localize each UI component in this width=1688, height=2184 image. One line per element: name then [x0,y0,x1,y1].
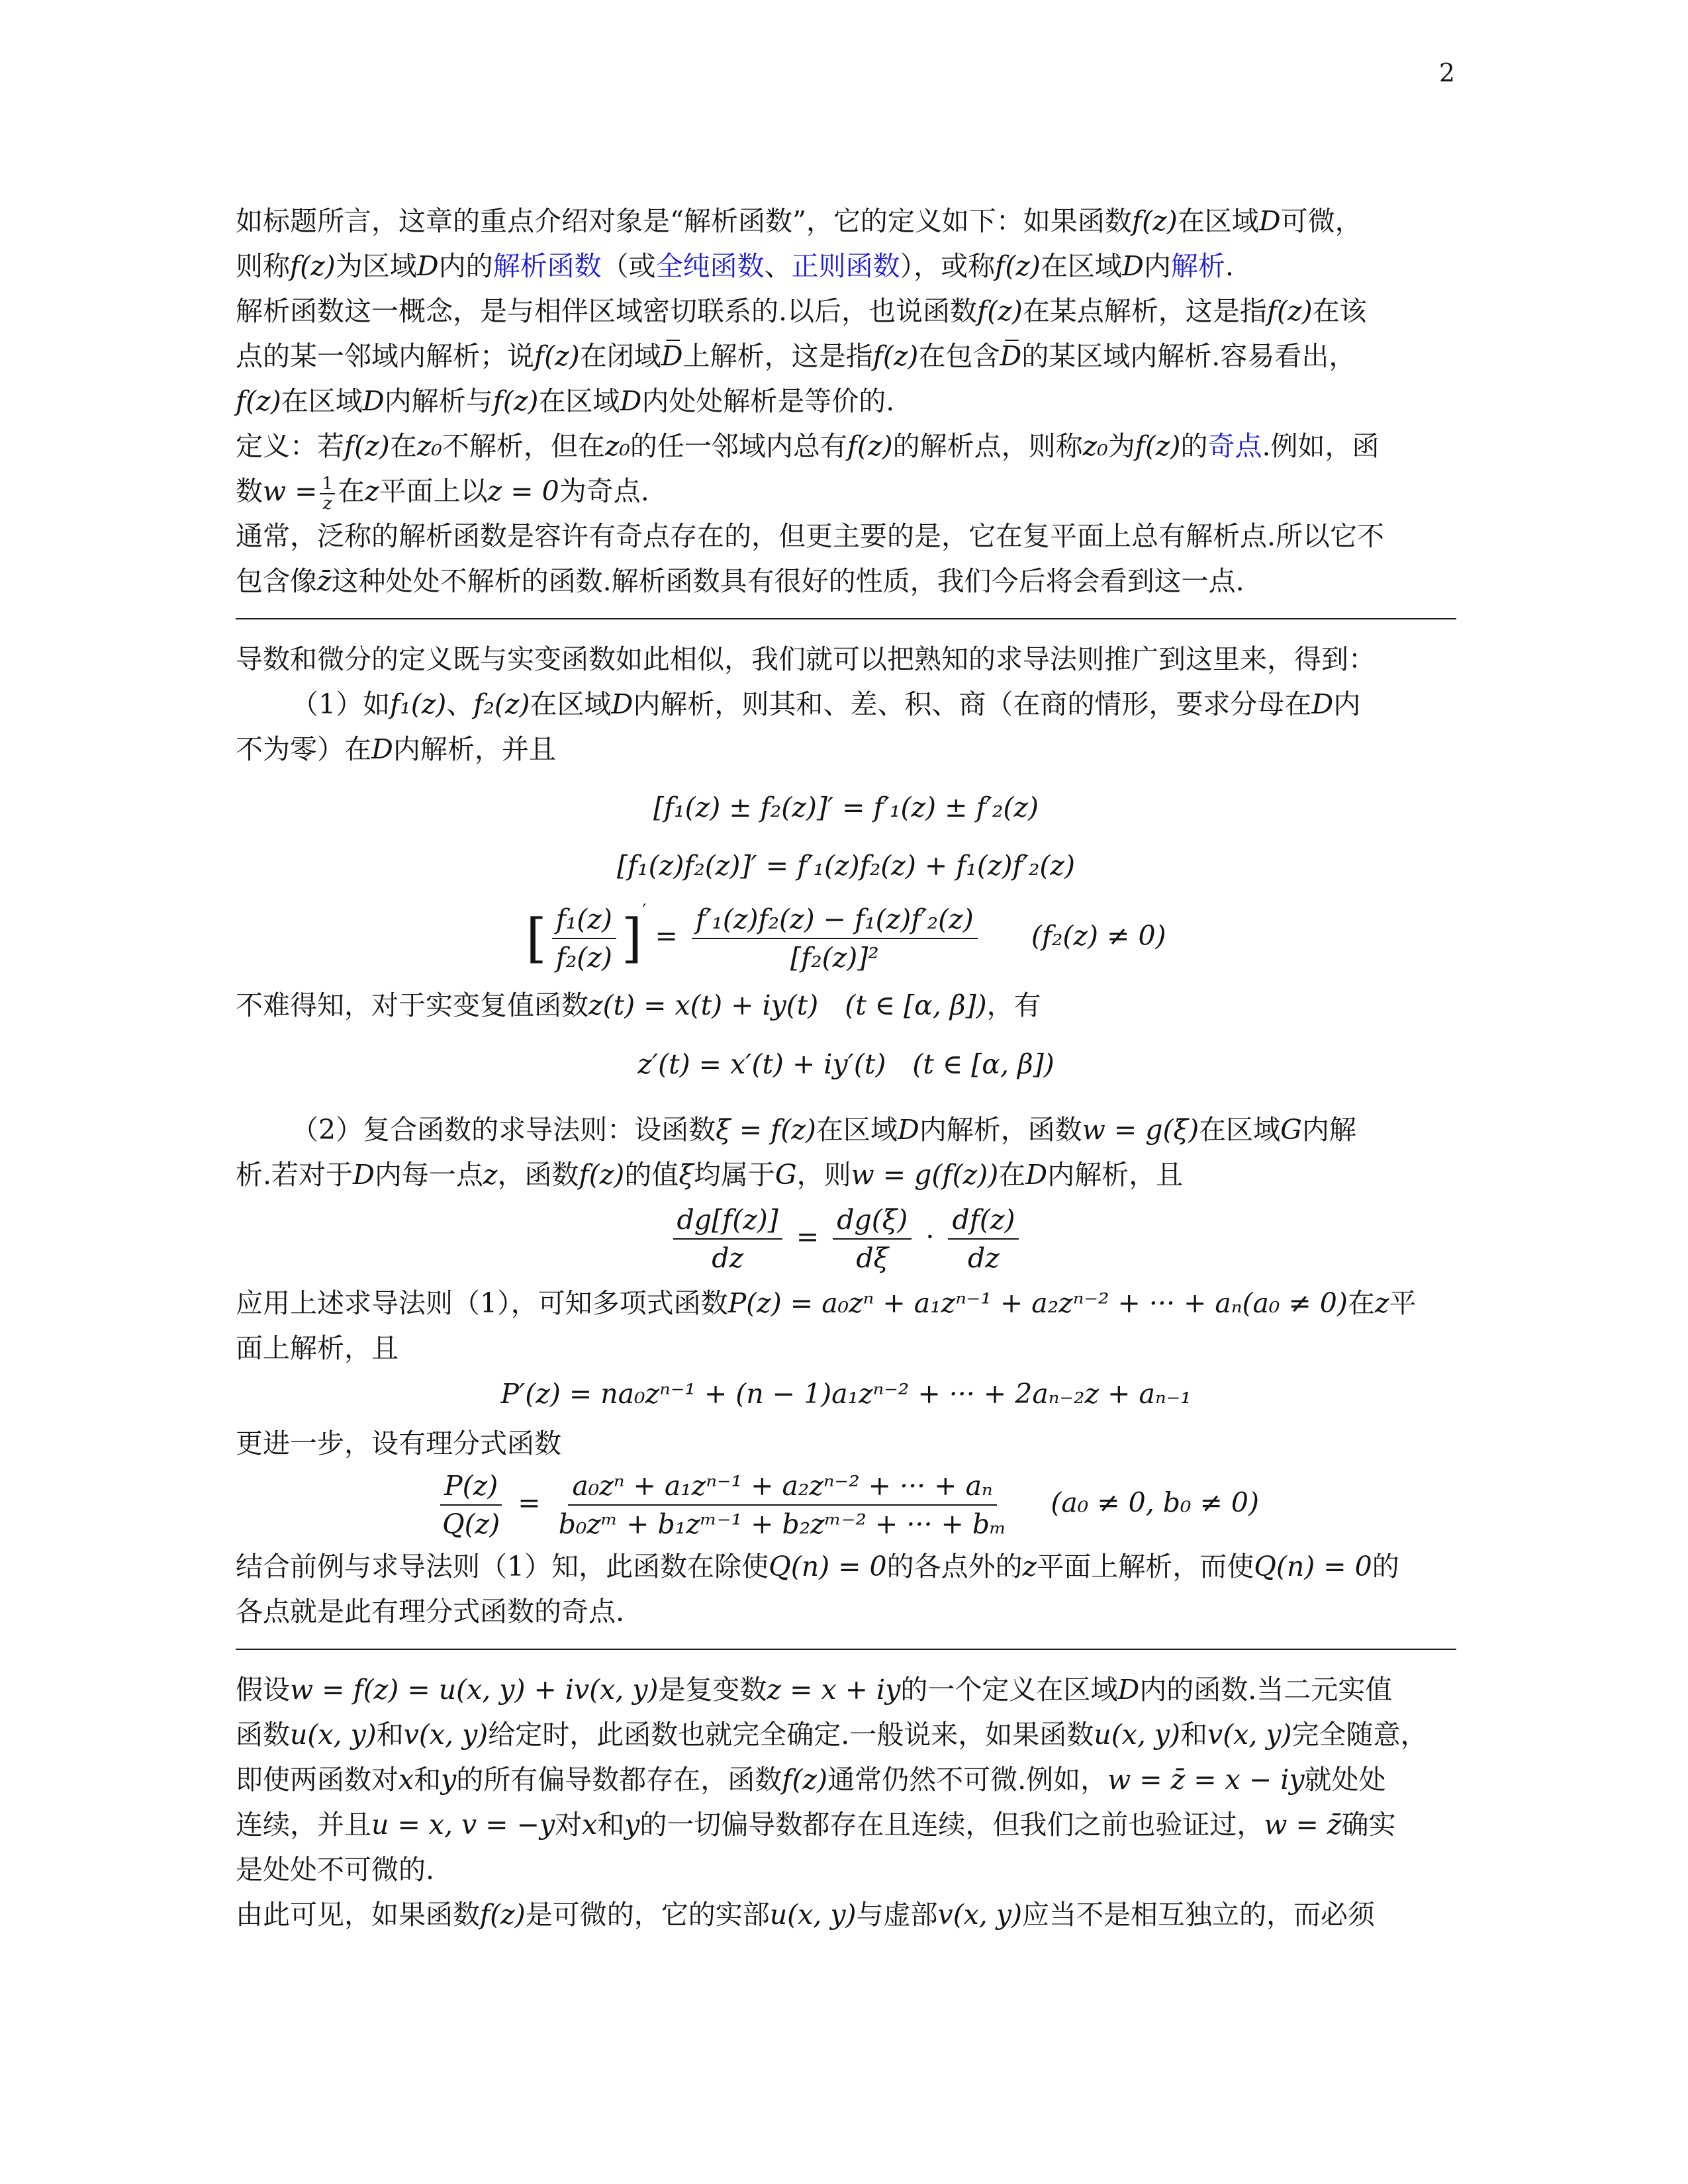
text: 不难得知，对于实变复值函数 [236,989,588,1021]
text: 的各点外的 [886,1550,1023,1582]
math: (t ∈ [α, β]) [845,989,987,1021]
math: D [620,385,642,417]
math: z = x + iy [767,1673,901,1706]
text: 内 [1333,688,1361,720]
cdot: · [925,1220,935,1252]
text: 这种处处不解析的函数.解析函数具有很好的性质，我们今后将会看到这一点. [331,565,1244,597]
text: 即使两函数对 [236,1763,399,1796]
math: z [1374,1287,1389,1319]
math: z [1022,1550,1037,1582]
text: 在区域 [1040,250,1122,282]
text: ，函数 [497,1158,579,1191]
text: 析.若对于 [236,1158,353,1191]
text: 定义：若 [236,430,344,462]
keyword-link-singularity[interactable]: 奇点 [1207,430,1262,462]
math: D̅ [1000,340,1022,372]
math: D [416,250,439,282]
text: 的 [1372,1550,1399,1582]
paragraph [236,469,1456,514]
text: 为 [1107,430,1135,462]
fraction-denominator: dz [968,1242,1000,1274]
fraction-numerator: dg(ξ) [833,1204,912,1240]
text: 的一切偏导数都存在且连续，但我们之前也验证过， [639,1808,1264,1841]
math: u(x, y) [769,1898,857,1931]
math: D [897,1113,919,1146]
paragraph [236,1421,1456,1466]
text: 的所有偏导数都存在，函数 [456,1763,782,1796]
condition: (t ∈ [α, β]) [912,1048,1055,1080]
text: 是复变数 [658,1673,767,1706]
math: f(z) [782,1763,828,1796]
math: f(z) [534,340,580,372]
math: D [362,385,385,417]
equation: [f₁(z) ± f₂(z)]′ = f′₁(z) ± f′₂(z) [653,792,1039,823]
math: w = [263,475,318,507]
keyword-link-regular-function[interactable]: 正则函数 [791,250,900,282]
text: 内的函数.当二元实值 [1139,1673,1393,1706]
text: 连续，并且 [236,1808,371,1841]
paragraph [236,334,1456,379]
text: 、 [764,250,792,282]
math: f(z) [977,295,1023,327]
text: 在区域 [1177,205,1259,237]
math: f(z) [344,430,390,462]
text: 可微， [1280,205,1362,237]
text: 内的 [438,250,493,282]
text: 应用上述求导法则（1），可知多项式函数 [236,1287,728,1319]
math: f(z) [847,430,893,462]
fraction [555,1470,1011,1540]
condition: (a₀ ≠ 0, b₀ ≠ 0) [1051,1486,1259,1518]
text: 平面上解析，而使 [1037,1550,1254,1582]
paragraph [236,1152,1456,1197]
paragraph [236,1544,1456,1589]
text: 平 [1389,1287,1417,1319]
math: y [624,1808,640,1841]
text: 不为零）在 [236,733,371,765]
math: u = x, v = −y [371,1808,555,1841]
paragraph [236,199,1456,244]
math: f(z) [480,1898,526,1931]
math: z = 0 [487,475,559,507]
keyword-link-analytic[interactable]: 解析 [1170,250,1225,282]
paragraph [236,1281,1456,1326]
text: 在某点解析，这是指 [1022,295,1267,327]
math: w = z̄ [1264,1808,1342,1841]
text: 给定时，此函数也就完全确定.一般说来，如果函数 [488,1718,1094,1751]
paragraph [236,1892,1456,1937]
equation [236,1028,1456,1101]
text: 在区域 [538,385,620,417]
fraction-denominator: dξ [856,1242,889,1274]
text: 结合前例与求导法则（1）知，此函数在除使 [236,1550,769,1582]
math: z(t) = x(t) + iy(t) [588,989,819,1021]
text: 内解析，且 [1047,1158,1184,1191]
equals: = [518,1486,541,1518]
text: 在区域 [530,688,612,720]
text: 为区域 [335,250,417,282]
text: 和 [1180,1718,1208,1751]
text: 内解析，函数 [919,1113,1082,1146]
paragraph [236,1802,1456,1847]
paragraph [236,637,1456,682]
text: 如标题所言，这章的重点介绍对象是“解析函数”，它的定义如下：如果函数 [236,205,1132,237]
text: 平面上以 [379,475,488,507]
text: 的一个定义在区域 [900,1673,1118,1706]
keyword-link-holomorphic-function[interactable]: 全纯函数 [655,250,765,282]
text: 内处处解析是等价的. [641,385,895,417]
math: P(z) = a₀zⁿ + a₁zⁿ⁻¹ + a₂zⁿ⁻² + ··· + aₙ(a₀ ≠ 0) [727,1287,1348,1319]
fraction-numerator: f′₁(z)f₂(z) − f₁(z)f′₂(z) [692,903,978,939]
paragraph [236,1667,1456,1712]
fraction-numerator: P(z) [440,1470,502,1506]
math: f₁(z) [390,688,447,720]
text: 由此可见，如果函数 [236,1898,480,1931]
text: 在包含 [918,340,1000,372]
text: ，有 [986,989,1041,1021]
equation: [f₁(z)f₂(z)]′ = f′₁(z)f₂(z) + f₁(z)f′₂(z) [617,850,1075,882]
text: 内解析与 [384,385,493,417]
equation: [ $\frac{\text{f₁(z)}}{\text{f₂(z)}}$ ]′ = $\frac{\text{f′₁(z)f₂(z) − f₁(z)f′₂(z)}}{\text{[f₂(z)]²}}$ (f₂(z) ≠ 0) [526,900,1166,974]
math: Q(n) = 0 [769,1550,887,1582]
math: D [1025,1158,1048,1191]
text: 和 [597,1808,625,1841]
text: 和 [414,1763,442,1796]
paragraph [236,289,1456,334]
math: D [1311,688,1334,720]
text: 在 [338,475,365,507]
fraction [692,903,978,974]
math: u(x, y) [1094,1718,1181,1751]
text: .例如，函 [1262,430,1380,462]
text: 上解析，这是指 [682,340,873,372]
math: f(z) [290,250,336,282]
text: 、 [446,688,474,720]
math: D [1117,1673,1140,1706]
text: . [1225,250,1234,282]
math: ξ = f(z) [716,1113,816,1146]
math: z₀ [1082,430,1108,462]
text: 是可微的，它的实部 [525,1898,770,1931]
math: x [582,1808,598,1841]
fraction-numerator: f₁(z) [552,903,616,939]
text: 为奇点. [559,475,649,507]
math: z [483,1158,498,1191]
text: ），或称 [900,250,996,282]
math: z̄ [317,565,332,597]
text: 则称 [236,250,290,282]
math: f₂(z) [473,688,530,720]
math: D [1258,205,1281,237]
fraction-denominator: dz [712,1242,744,1274]
text: 假设 [236,1673,290,1706]
paragraph [236,983,1456,1028]
fraction-denominator: Q(z) [442,1508,500,1540]
text: 通常仍然不可微.例如， [827,1763,1108,1796]
text: 导数和微分的定义既与实变函数如此相似，我们就可以把熟知的求导法则推广到这里来，得到： [236,643,1376,675]
text: 在区域 [1199,1113,1281,1146]
text: 与虚部 [856,1898,938,1931]
math: w = g(f(z)) [851,1158,999,1191]
text: 在闭域 [579,340,661,372]
text: 在 [1347,1287,1375,1319]
text: 更进一步，设有理分式函数 [236,1427,561,1459]
math: u(x, y) [290,1718,377,1751]
math: f(z) [1266,295,1313,327]
fraction [948,1204,1019,1274]
math: G [1280,1113,1302,1146]
math: f(z) [1135,430,1181,462]
math: f(z) [872,340,919,372]
fraction [320,475,335,513]
text: 均属于 [693,1158,775,1191]
text: 的解析点，则称 [892,430,1083,462]
equals: = [655,920,678,952]
paragraph [236,1712,1456,1757]
fraction [438,1470,504,1540]
text: 确实 [1341,1808,1396,1841]
math: z₀ [604,430,630,462]
paragraph [236,1589,1456,1634]
paragraph [236,424,1456,469]
fraction-numerator: 1 [320,475,335,494]
math: z [365,475,379,507]
math: f(z) [995,250,1041,282]
text: 的值 [624,1158,679,1191]
text: 不解析，但在 [442,430,605,462]
math: D [371,733,393,765]
text: 内解析，则其和、差、积、商（在商的情形，要求分母在 [633,688,1312,720]
bracket: [ [526,907,547,969]
math: D [611,688,633,720]
paragraph [236,1326,1456,1371]
equation [236,1470,1456,1540]
math: v(x, y) [403,1718,489,1751]
math: v(x, y) [1207,1718,1292,1751]
paragraph [236,244,1456,289]
math: z′(t) = x′(t) + iy′(t) [637,1048,886,1080]
text: 数 [236,475,263,507]
math: D̅ [661,340,683,372]
math: D [353,1158,375,1191]
paragraph [236,379,1456,424]
fraction [673,1204,782,1274]
text: 在 [389,430,417,462]
text: 在该 [1312,295,1367,327]
math: f(z) [236,385,281,417]
page-content [236,199,1456,1937]
text: 的任一邻域内总有 [630,430,847,462]
fraction-denominator: z [322,493,332,514]
text: 在区域 [281,385,363,417]
text: 在区域 [816,1113,898,1146]
section-divider [236,1649,1456,1650]
text: 完全随意， [1291,1718,1428,1751]
paragraph [236,1107,1456,1152]
math: G [774,1158,797,1191]
text: 内解析，并且 [393,733,556,765]
fraction [552,903,616,974]
text: （2）复合函数的求导法则：设函数 [291,1113,716,1146]
fraction-denominator: b₀zᵐ + b₁zᵐ⁻¹ + b₂zᵐ⁻² + ··· + bₘ [558,1508,1007,1540]
fraction-numerator: a₀zⁿ + a₁zⁿ⁻¹ + a₂zⁿ⁻² + ··· + aₙ [568,1470,996,1506]
math: f(z) [579,1158,625,1191]
text: 内 [1143,250,1171,282]
text: 函数 [236,1718,290,1751]
text: ，则 [796,1158,851,1191]
paragraph [236,1847,1456,1892]
fraction-denominator: f₂(z) [555,941,612,974]
math: Q(n) = 0 [1254,1550,1372,1582]
math: y [441,1763,457,1796]
text: 是处处不可微的. [236,1853,435,1886]
text: 在 [998,1158,1026,1191]
equals: = [796,1220,820,1252]
keyword-link-analytic-function[interactable]: 解析函数 [492,250,602,282]
text: 通常，泛称的解析函数是容许有奇点存在的，但更主要的是，它在复平面上总有解析点.所以它不 [236,520,1385,552]
math: w = g(ξ) [1082,1113,1199,1146]
math: f(z) [492,385,539,417]
text: 面上解析，且 [236,1332,399,1364]
text: 对 [555,1808,583,1841]
fraction-denominator: [f₂(z)]² [790,941,879,974]
math: D [1121,250,1144,282]
math: z₀ [416,430,442,462]
equation: P′(z) = na₀zⁿ⁻¹ + (n − 1)a₁zⁿ⁻² + ··· + 2aₙ₋₂z + aₙ₋₁ [500,1377,1192,1410]
fraction-numerator: dg[f(z)] [673,1204,782,1240]
math: v(x, y) [937,1898,1023,1931]
equation [236,1204,1456,1274]
math: w = f(z) = u(x, y) + iv(x, y) [290,1673,659,1706]
paragraph [236,514,1456,559]
fraction [833,1204,912,1274]
text: 解析函数这一概念，是与相伴区域密切联系的.以后，也说函数 [236,295,978,327]
text: 内每一点 [374,1158,483,1191]
paragraph [236,727,1456,772]
text: 各点就是此有理分式函数的奇点. [236,1595,625,1627]
text: 的 [1180,430,1208,462]
bracket: ] [621,907,643,969]
math: f(z) [1131,205,1178,237]
math: w = z̄ = x − iy [1107,1763,1305,1796]
text: 和 [376,1718,404,1751]
text: 就处处 [1304,1763,1386,1796]
fraction-numerator: df(z) [948,1204,1019,1240]
page-number: 2 [1438,58,1455,87]
math: x [399,1763,414,1796]
text: 应当不是相互独立的，而必须 [1022,1898,1376,1931]
section-divider [236,618,1456,619]
paragraph [236,559,1456,604]
text: 包含像 [236,565,317,597]
paragraph [236,682,1456,727]
text: 内解 [1301,1113,1356,1146]
text: （或 [601,250,656,282]
text: 点的某一邻域内解析；说 [236,340,534,372]
text: （1）如 [291,688,391,720]
condition: (f₂(z) ≠ 0) [1031,920,1166,952]
math: ξ [679,1158,694,1191]
text: 的某区域内解析.容易看出， [1021,340,1356,372]
paragraph [236,1757,1456,1802]
